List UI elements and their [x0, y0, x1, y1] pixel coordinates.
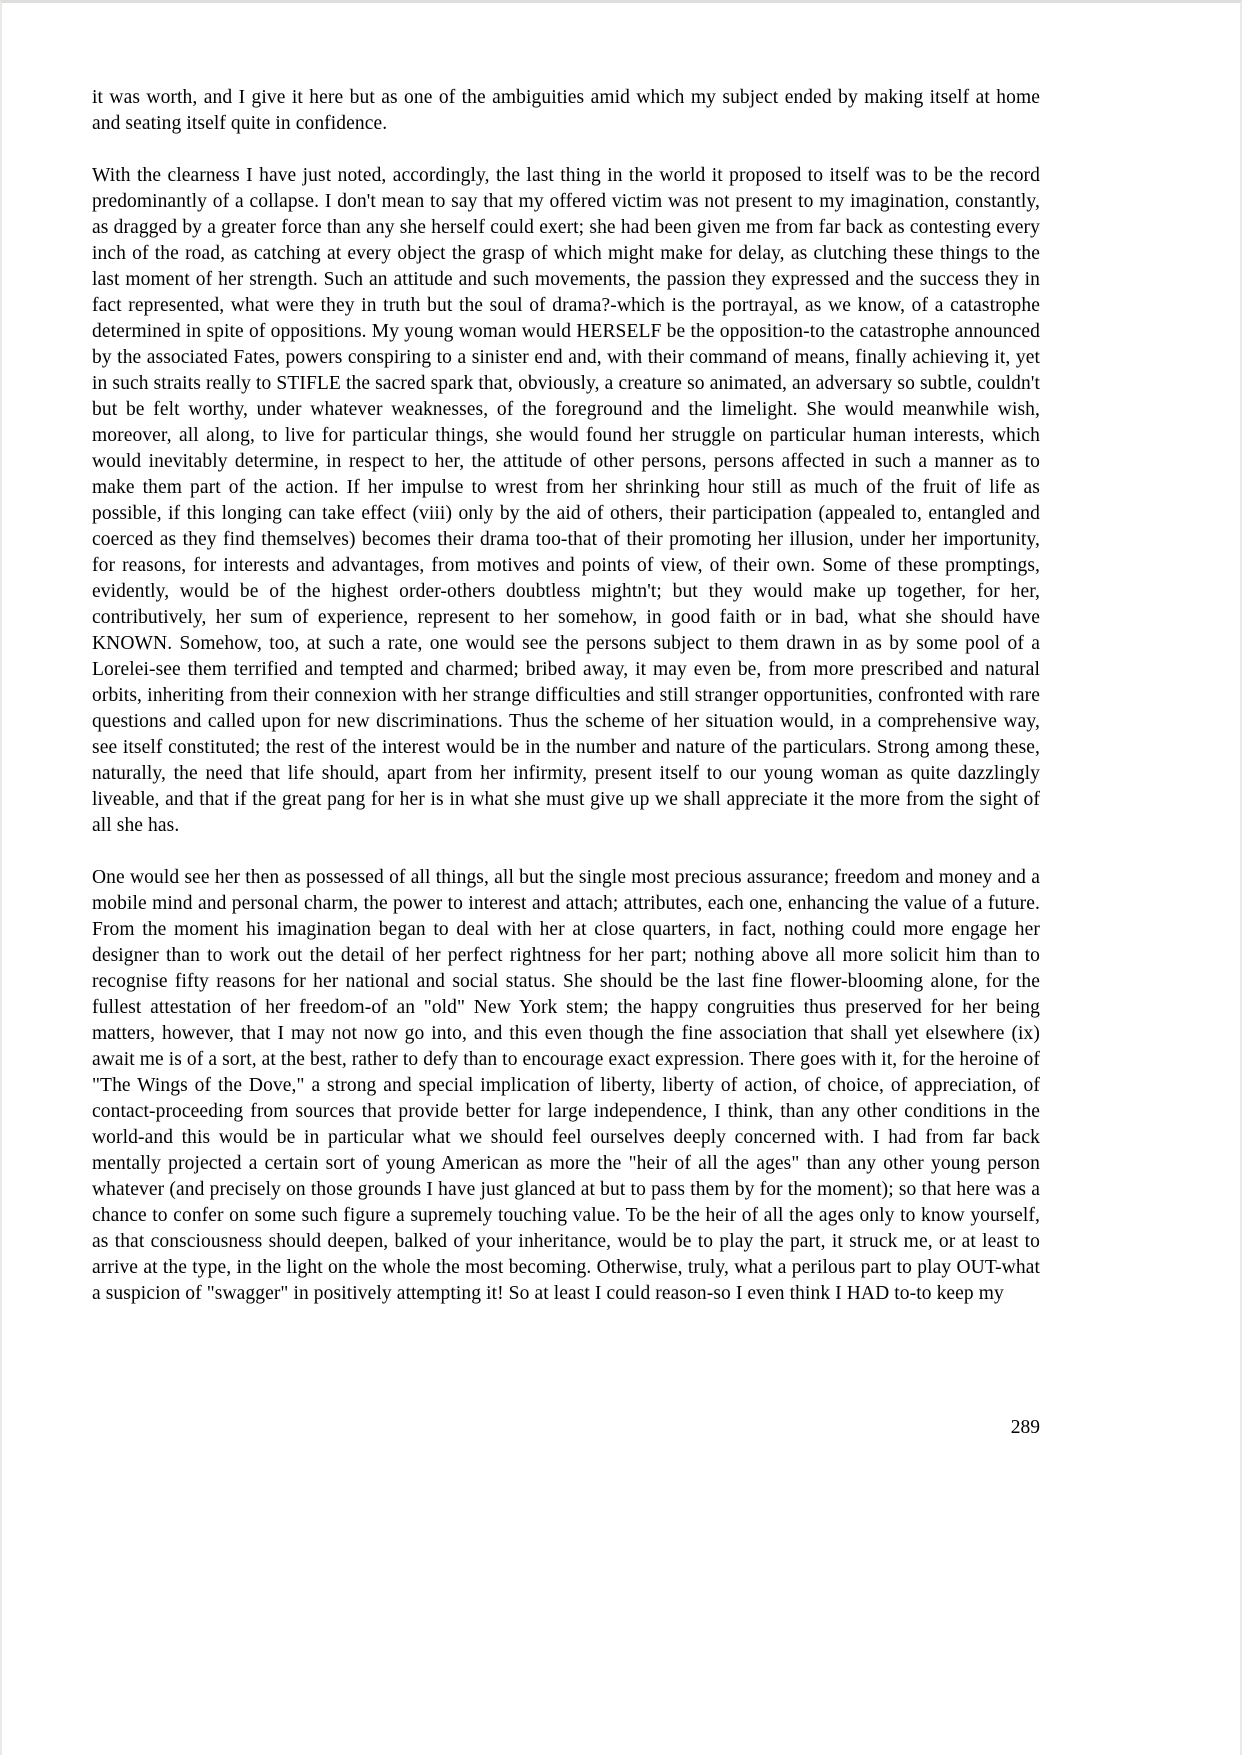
- body-paragraph-3: One would see her then as possessed of all things, all but the single most precious assurance; freedom and money and a mobile mind and personal charm, the power to interest and attach; attributes, each one, enhancing the value of a future. From the moment his imagination began to deal with her at close quarters, in fact, nothing could more engage her designer than to work out the detail of her perfect rightness for her part; nothing above all more solicit him than to recognise fifty reasons for her national and social status. She should be the last fine flower-blooming alone, for the fullest attestation of her freedom-of an "old" New York stem; the happy congruities thus preserved for her being matters, however, that I may not now go into, and this even though the fine association that shall yet elsewhere (ix) await me is of a sort, at the best, rather to defy than to encourage exact expression. There goes with it, for the heroine of "The Wings of the Dove," a strong and special implication of liberty, liberty of action, of choice, of appreciation, of contact-proceeding from sources that provide better for large independence, I think, than any other conditions in the world-and this would be in particular what we should feel ourselves deeply concerned with. I had from far back mentally projected a certain sort of young American as more the "heir of all the ages" than any other young person whatever (and precisely on those grounds I have just glanced at but to pass them by for the moment); so that here was a chance to confer on some such figure a supremely touching value. To be the heir of all the ages only to know yourself, as that consciousness should deepen, balked of your inheritance, would be to play the part, it struck me, or at least to arrive at the type, in the light on the whole the most becoming. Otherwise, truly, what a perilous part to play OUT-what a suspicion of "swagger" in positively attempting it! So at least I could reason-so I even think I HAD to-to keep my: [92, 867, 1040, 1304]
- page-number: 289: [1010, 1417, 1040, 1438]
- body-paragraph-2: With the clearness I have just noted, accordingly, the last thing in the world it proposed to itself was to be the record predominantly of a collapse. I don't mean to say that my offered victim was not present to my imagination, constantly, as dragged by a greater force than any she herself could exert; she had been given me from far back as contesting every inch of the road, as catching at every object the grasp of which might make for delay, as clutching these things to the last moment of her strength. Such an attitude and such movements, the passion they expressed and the success they in fact represented, what were they in truth but the soul of drama?-which is the portrayal, as we know, of a catastrophe determined in spite of oppositions. My young woman would HERSELF be the opposition-to the catastrophe announced by the associated Fates, powers conspiring to a sinister end and, with their command of means, finally achieving it, yet in such straits really to STIFLE the sacred spark that, obviously, a creature so animated, an adversary so subtle, couldn't but be felt worthy, under whatever weaknesses, of the foreground and the limelight. She would meanwhile wish, moreover, all along, to live for particular things, she would found her struggle on particular human interests, which would inevitably determine, in respect to her, the attitude of other persons, persons affected in such a manner as to make them part of the action. If her impulse to wrest from her shrinking hour still as much of the fruit of life as possible, if this longing can take effect (viii) only by the aid of others, their participation (appealed to, entangled and coerced as they find themselves) becomes their drama too-that of their promoting her illusion, under her importunity, for reasons, for interests and advantages, from motives and points of view, of their own. Some of these promptings, evidently, would be of the highest order-others doubtless mightn't; but they would make up together, for her, contributively, her sum of experience, represent to her somehow, in good faith or in bad, what she should have KNOWN. Somehow, too, at such a rate, one would see the persons subject to them drawn in as by some pool of a Lorelei-see them terrified and tempted and charmed; bribed away, it may even be, from more prescribed and natural orbits, inheriting from their connexion with her strange difficulties and still stranger opportunities, confronted with rare questions and called upon for new discriminations. Thus the scheme of her situation would, in a comprehensive way, see itself constituted; the rest of the interest would be in the number and nature of the particulars. Strong among these, naturally, the need that life should, apart from her infirmity, present itself to our young woman as quite dazzlingly liveable, and that if the great pang for her is in what she must give up we shall appreciate it the more from the sight of all she has.: [92, 165, 1040, 836]
- body-paragraph-1: it was worth, and I give it here but as one of the ambiguities amid which my subject ended by making itself at home and seating itself quite in confidence.: [92, 87, 1040, 134]
- text-block: [92, 85, 1040, 1307]
